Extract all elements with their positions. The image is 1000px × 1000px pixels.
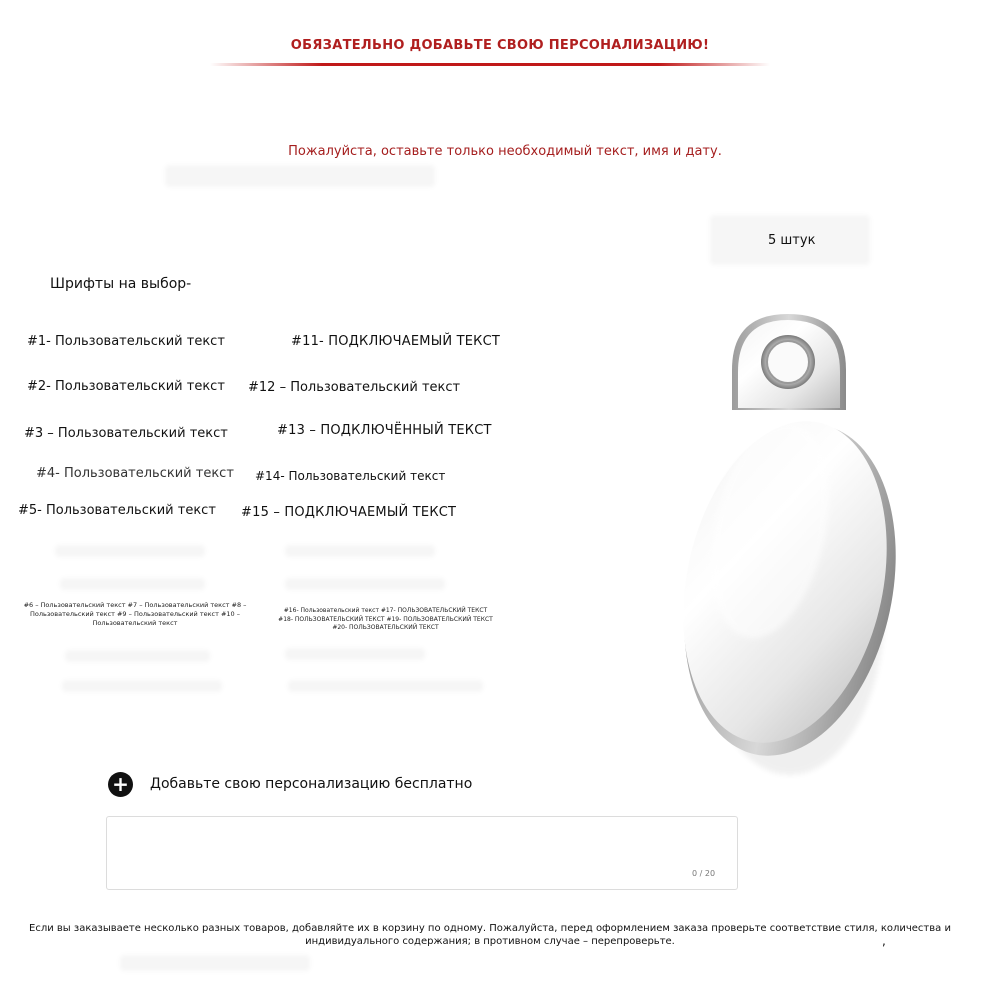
font-option-5: #5- Пользовательский текст [18,503,216,518]
ghost-row [62,680,222,692]
header-title: ОБЯЗАТЕЛЬНО ДОБАВЬТЕ СВОЮ ПЕРСОНАЛИЗАЦИЮ! [290,38,710,53]
plus-circle-icon[interactable]: + [108,772,133,797]
font-option-14: #14- Пользовательский текст [255,469,446,483]
ghost-row [288,680,483,692]
fonts-heading: Шрифты на выбор- [50,276,192,292]
character-counter: 0 / 20 [692,869,716,878]
font-option-12: #12 – Пользовательский текст [248,380,461,395]
font-option-15: #15 – ПОДКЛЮЧАЕМЫЙ ТЕКСТ [241,505,457,520]
font-option-3: #3 – Пользовательский текст [24,426,228,441]
font-option-2: #2- Пользовательский текст [27,379,225,394]
ghost-row [285,545,435,557]
ghost-row [285,648,425,660]
ghost-row [60,578,205,590]
font-option-11: #11- ПОДКЛЮЧАЕМЫЙ ТЕКСТ [291,334,501,349]
ghost-row [65,650,210,662]
ghost-row [285,578,445,590]
footer-mark: , [882,934,886,948]
font-options-16-20: #16- Пользовательский текст #17- ПОЛЬЗОВАТЕЛЬСКИЙ ТЕКСТ #18- ПОЛЬЗОВАТЕЛЬСКИЙ ТЕКСТ #19- ПОЛЬЗОВАТЕЛЬСКИЙ ТЕКСТ #20- ПОЛЬЗОВАТЕЛЬСКИЙ ТЕКСТ [278,607,493,631]
oval-tag-icon [660,300,920,780]
ghost-banner [165,165,435,187]
subtitle: Пожалуйста, оставьте только необходимый текст, имя и дату. [288,144,722,159]
font-option-1: #1- Пользовательский текст [27,334,225,349]
ghost-row [55,545,205,557]
header-divider [210,63,770,66]
quantity-label: 5 штук [768,233,816,248]
ghost-row [120,955,310,971]
personalization-input-box [106,816,738,890]
font-options-6-10: #6 – Пользовательский текст #7 – Пользовательский текст #8 – Пользовательский текст #9 – Пользовательский текст #10 – Пользовательский текст [23,601,247,627]
font-option-13: #13 – ПОДКЛЮЧЁННЫЙ ТЕКСТ [277,423,492,438]
footer-note: Если вы заказываете несколько разных товаров, добавляйте их в корзину по одному. Пожалуйста, перед оформлением заказа проверьте соответствие стиля, количества и индивидуального содержания; в противном случае – перепроверьте. [29,923,951,947]
font-option-4: #4- Пользовательский текст [36,466,234,481]
personalization-input[interactable] [107,817,737,889]
personalization-label: Добавьте свою персонализацию бесплатно [150,776,473,792]
